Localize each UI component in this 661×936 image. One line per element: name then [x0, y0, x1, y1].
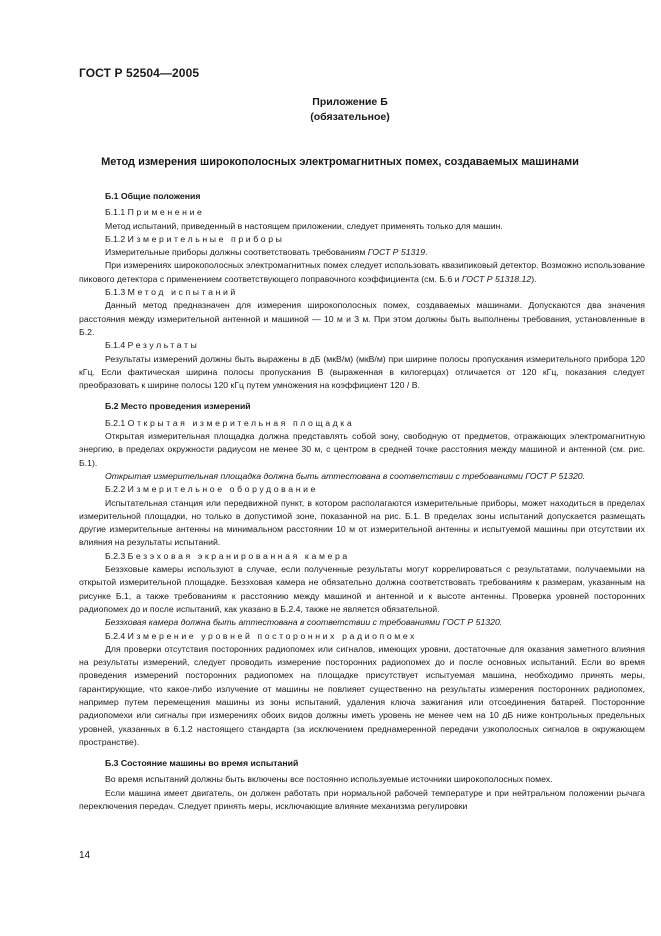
- paragraph: Данный метод предназначен для измерения широкополосных помех, создаваемых машинами. Допускаются два значения расстояния между измерительной антенной и машиной — 10 м и 3 м. При этом должны быть выполнены требования, установленные в Б.2.: [79, 300, 645, 337]
- paragraph: Метод испытаний, приведенный в настоящем приложении, следует применять только для машин.: [105, 220, 503, 231]
- section-heading: Б.3 Состояние машины во время испытаний: [105, 758, 299, 769]
- subsection-heading: [79, 233, 645, 246]
- subsection-heading: [79, 630, 645, 643]
- subsection-title: Открытая измерительная площадка: [127, 417, 355, 428]
- paragraph-text: ).: [531, 273, 537, 284]
- section-heading: Б.2 Место проведения измерений: [105, 401, 251, 412]
- paragraph-text: .: [425, 247, 428, 258]
- subsection-title: Измерительное оборудование: [127, 484, 318, 495]
- subsection-heading: [79, 286, 645, 299]
- paragraph-text: При измерениях широкополосных электромагнитных помех следует использовать квазипиковый детектор. Возможно использование пикового детектора с применением соответствующего поправочного коэффициента (см. Б.6 и: [79, 260, 645, 284]
- paragraph: Во время испытаний должны быть включены все постоянно используемые источники широкополосных помех.: [105, 774, 553, 785]
- annex-document-title: Метод измерения широкополосных электромагнитных помех, создаваемых машинами: [101, 156, 579, 168]
- page-number: 14: [79, 850, 91, 861]
- paragraph: Для проверки отсутствия посторонних радиопомех или сигналов, имеющих уровни, достаточные для оказания заметного влияния на результаты измерений, следует проводить измерение посторонних радиопомех до и после основных испытаний. Если во время проведения измерений посторонних радиопомех на площадке присутствует испытуемая машина, необходимо принять меры, гарантирующие, что какое-либо излучение от машины не повлияет существенно на результаты измерения посторонних радиопомех, например путем перемещения машины из зоны испытаний, удаления ключа зажигания или отсоединения батарей. Посторонние радиопомехи или сигналы при измерениях обоих видов должны иметь уровень не менее чем на 10 дБ ниже контрольных предельных уровней, указанных в 6.1.2 настоящего стандарта (за исключением преднамеренной передачи узкополосных сигналов в окружающем пространстве).: [79, 643, 645, 747]
- paragraph: [79, 259, 645, 286]
- subsection-title: Измерение уровней посторонних радиопомех: [127, 630, 418, 641]
- subsection-heading: [79, 550, 645, 563]
- subsection-number: Б.1.2: [105, 233, 126, 244]
- subsection-title: Метод испытаний: [127, 287, 238, 298]
- paragraph: Результаты измерений должны быть выражены в дБ (мкВ/м) (мкВ/м) при ширине полосы пропускания измерительного прибора 120 кГц. Если фактическая ширина полосы пропускания В (выраженная в килогерцах) отличается от 120 кГц, показания следует преобразовать к ширине полосы 120 кГц путем умножения на коэффициент 120 / В.: [79, 353, 645, 391]
- standard-header: ГОСТ Р 52504—2005: [79, 66, 200, 80]
- subsection-heading: [79, 206, 645, 219]
- annex-title: Приложение Б: [312, 96, 388, 108]
- subsection-title: Измерительные приборы: [127, 233, 285, 244]
- subsection-number: Б.2.4: [105, 630, 126, 641]
- paragraph-italic: Открытая измерительная площадка должна быть аттестована в соответствии с требованиями ГОСТ Р 51320.: [105, 470, 586, 481]
- paragraph: [79, 246, 645, 259]
- subsection-heading: [79, 417, 645, 430]
- subsection-number: Б.2.2: [105, 484, 126, 495]
- subsection-title: Применение: [127, 207, 205, 218]
- paragraph-italic: Безэховая камера должна быть аттестована в соответствии с требованиями ГОСТ Р 51320.: [105, 617, 503, 628]
- annex-heading: [300, 95, 400, 125]
- paragraph: Безэховые камеры используют в случае, если полученные результаты могут коррелироваться с результатами, получаемыми на открытой измерительной площадке. Безэховая камера не обязательно должна соответствовать требованиям к размерам, указанным на рисунке Б.1, а также требованиям к расстоянию между машиной и антенной и к высоте антенны. Проверка уровней посторонних радиопомех до и после испытаний, как указано в Б.2.4, также не является обязательной.: [79, 564, 645, 614]
- subsection-title: Результаты: [127, 340, 200, 351]
- subsection-number: Б.1.3: [105, 287, 126, 298]
- annex-status: (обязательное): [310, 111, 390, 123]
- subsection-number: Б.2.1: [105, 417, 126, 428]
- subsection-number: Б.1.1: [105, 207, 126, 218]
- subsection-heading: [79, 483, 645, 496]
- document-body: [79, 186, 645, 813]
- paragraph: Испытательная станция или передвижной пункт, в котором располагаются измерительные приборы, может находиться в пределах измерительной площадки, но только в допустимой зоне, показанной на рис. Б.1. В пределах зоны испытаний допускается размещать другие измерительные антенны на минимальном расстоянии 10 м от измерительной антенны и испытуемой машины при отсутствии их влияния на результаты испытаний.: [79, 497, 645, 548]
- paragraph-text: Измерительные приборы должны соответствовать требованиям: [105, 247, 368, 258]
- subsection-number: Б.2.3: [105, 550, 126, 561]
- paragraph: Если машина имеет двигатель, он должен работать при нормальной рабочей температуре и при нейтральном положении рычага переключения передач. Следует принять меры, исключающие влияние механизма регулировки: [79, 787, 645, 812]
- subsection-number: Б.1.4: [105, 340, 126, 351]
- subsection-title: Безэховая экранированная камера: [127, 550, 350, 561]
- paragraph: Открытая измерительная площадка должна представлять собой зону, свободную от предметов, отражающих электромагнитную энергию, в пределах окружности радиусом не менее 30 м, с центром в средней точке расстояния между машиной и антенной (см. рис. Б.1).: [79, 431, 645, 468]
- standard-reference: ГОСТ Р 51318.12: [461, 273, 532, 284]
- subsection-heading: [79, 339, 645, 352]
- section-heading: Б.1 Общие положения: [105, 191, 201, 201]
- standard-reference: ГОСТ Р 51319: [367, 247, 426, 258]
